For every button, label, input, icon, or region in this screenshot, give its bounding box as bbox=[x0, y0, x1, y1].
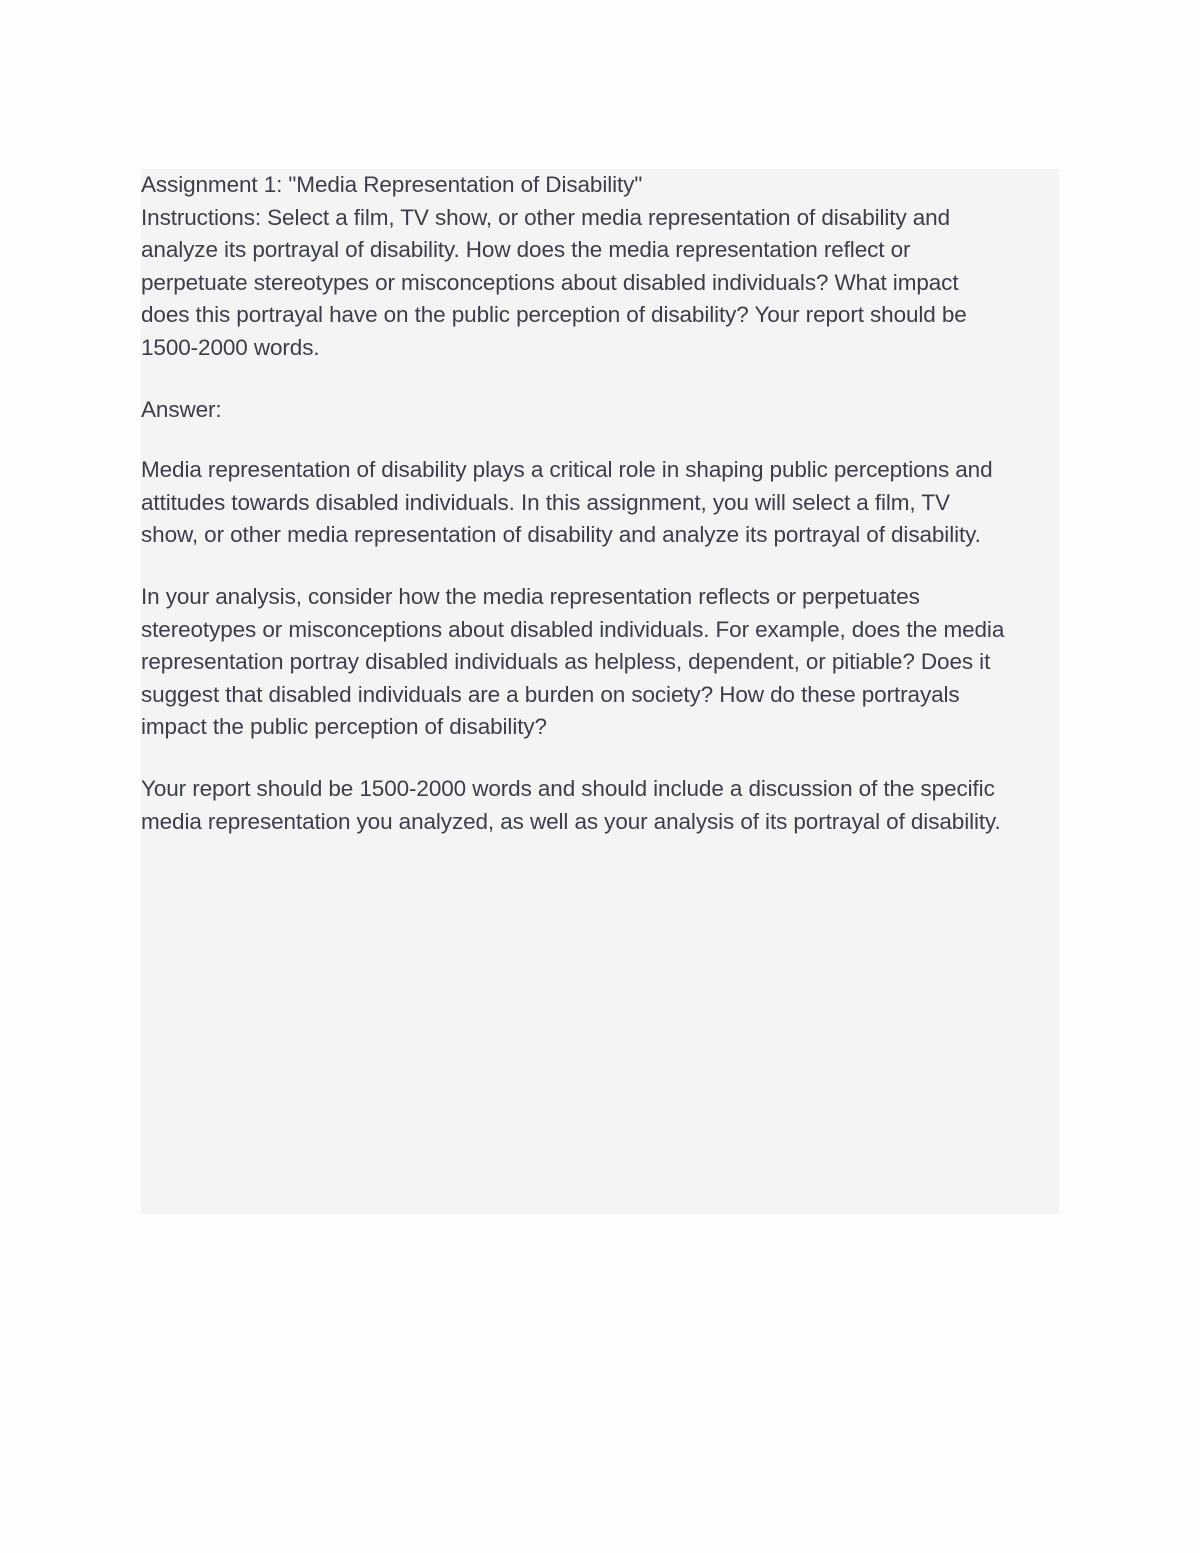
paragraph-line: media representation you analyzed, as well as your analysis of its portrayal of disability. bbox=[141, 809, 1001, 834]
instructions-line: Instructions: Select a film, TV show, or other media representation of disability and bbox=[141, 205, 950, 230]
assignment-title: Assignment 1: "Media Representation of Disability" bbox=[141, 172, 643, 197]
paragraph-line: stereotypes or misconceptions about disabled individuals. For example, does the media bbox=[141, 617, 1005, 642]
instructions-line: does this portrayal have on the public perception of disability? Your report should be bbox=[141, 302, 967, 327]
paragraph-line: attitudes towards disabled individuals. In this assignment, you will select a film, TV bbox=[141, 490, 950, 515]
answer-label: Answer: bbox=[141, 397, 222, 422]
text-content-block bbox=[141, 169, 1059, 1214]
paragraph-line: In your analysis, consider how the media representation reflects or perpetuates bbox=[141, 584, 920, 609]
instructions-line: perpetuate stereotypes or misconceptions about disabled individuals? What impact bbox=[141, 270, 959, 295]
paragraph-line: Your report should be 1500-2000 words and should include a discussion of the specific bbox=[141, 776, 995, 801]
instructions-line: 1500-2000 words. bbox=[141, 335, 320, 360]
paragraph-line: suggest that disabled individuals are a burden on society? How do these portrayals bbox=[141, 682, 960, 707]
paragraph-line: impact the public perception of disability? bbox=[141, 714, 547, 739]
paragraph-line: representation portray disabled individuals as helpless, dependent, or pitiable? Does it bbox=[141, 649, 991, 674]
instructions-line: analyze its portrayal of disability. How does the media representation reflect or bbox=[141, 237, 911, 262]
paragraph-line: show, or other media representation of disability and analyze its portrayal of disability. bbox=[141, 522, 981, 547]
paragraph-line: Media representation of disability plays a critical role in shaping public perceptions and bbox=[141, 457, 993, 482]
